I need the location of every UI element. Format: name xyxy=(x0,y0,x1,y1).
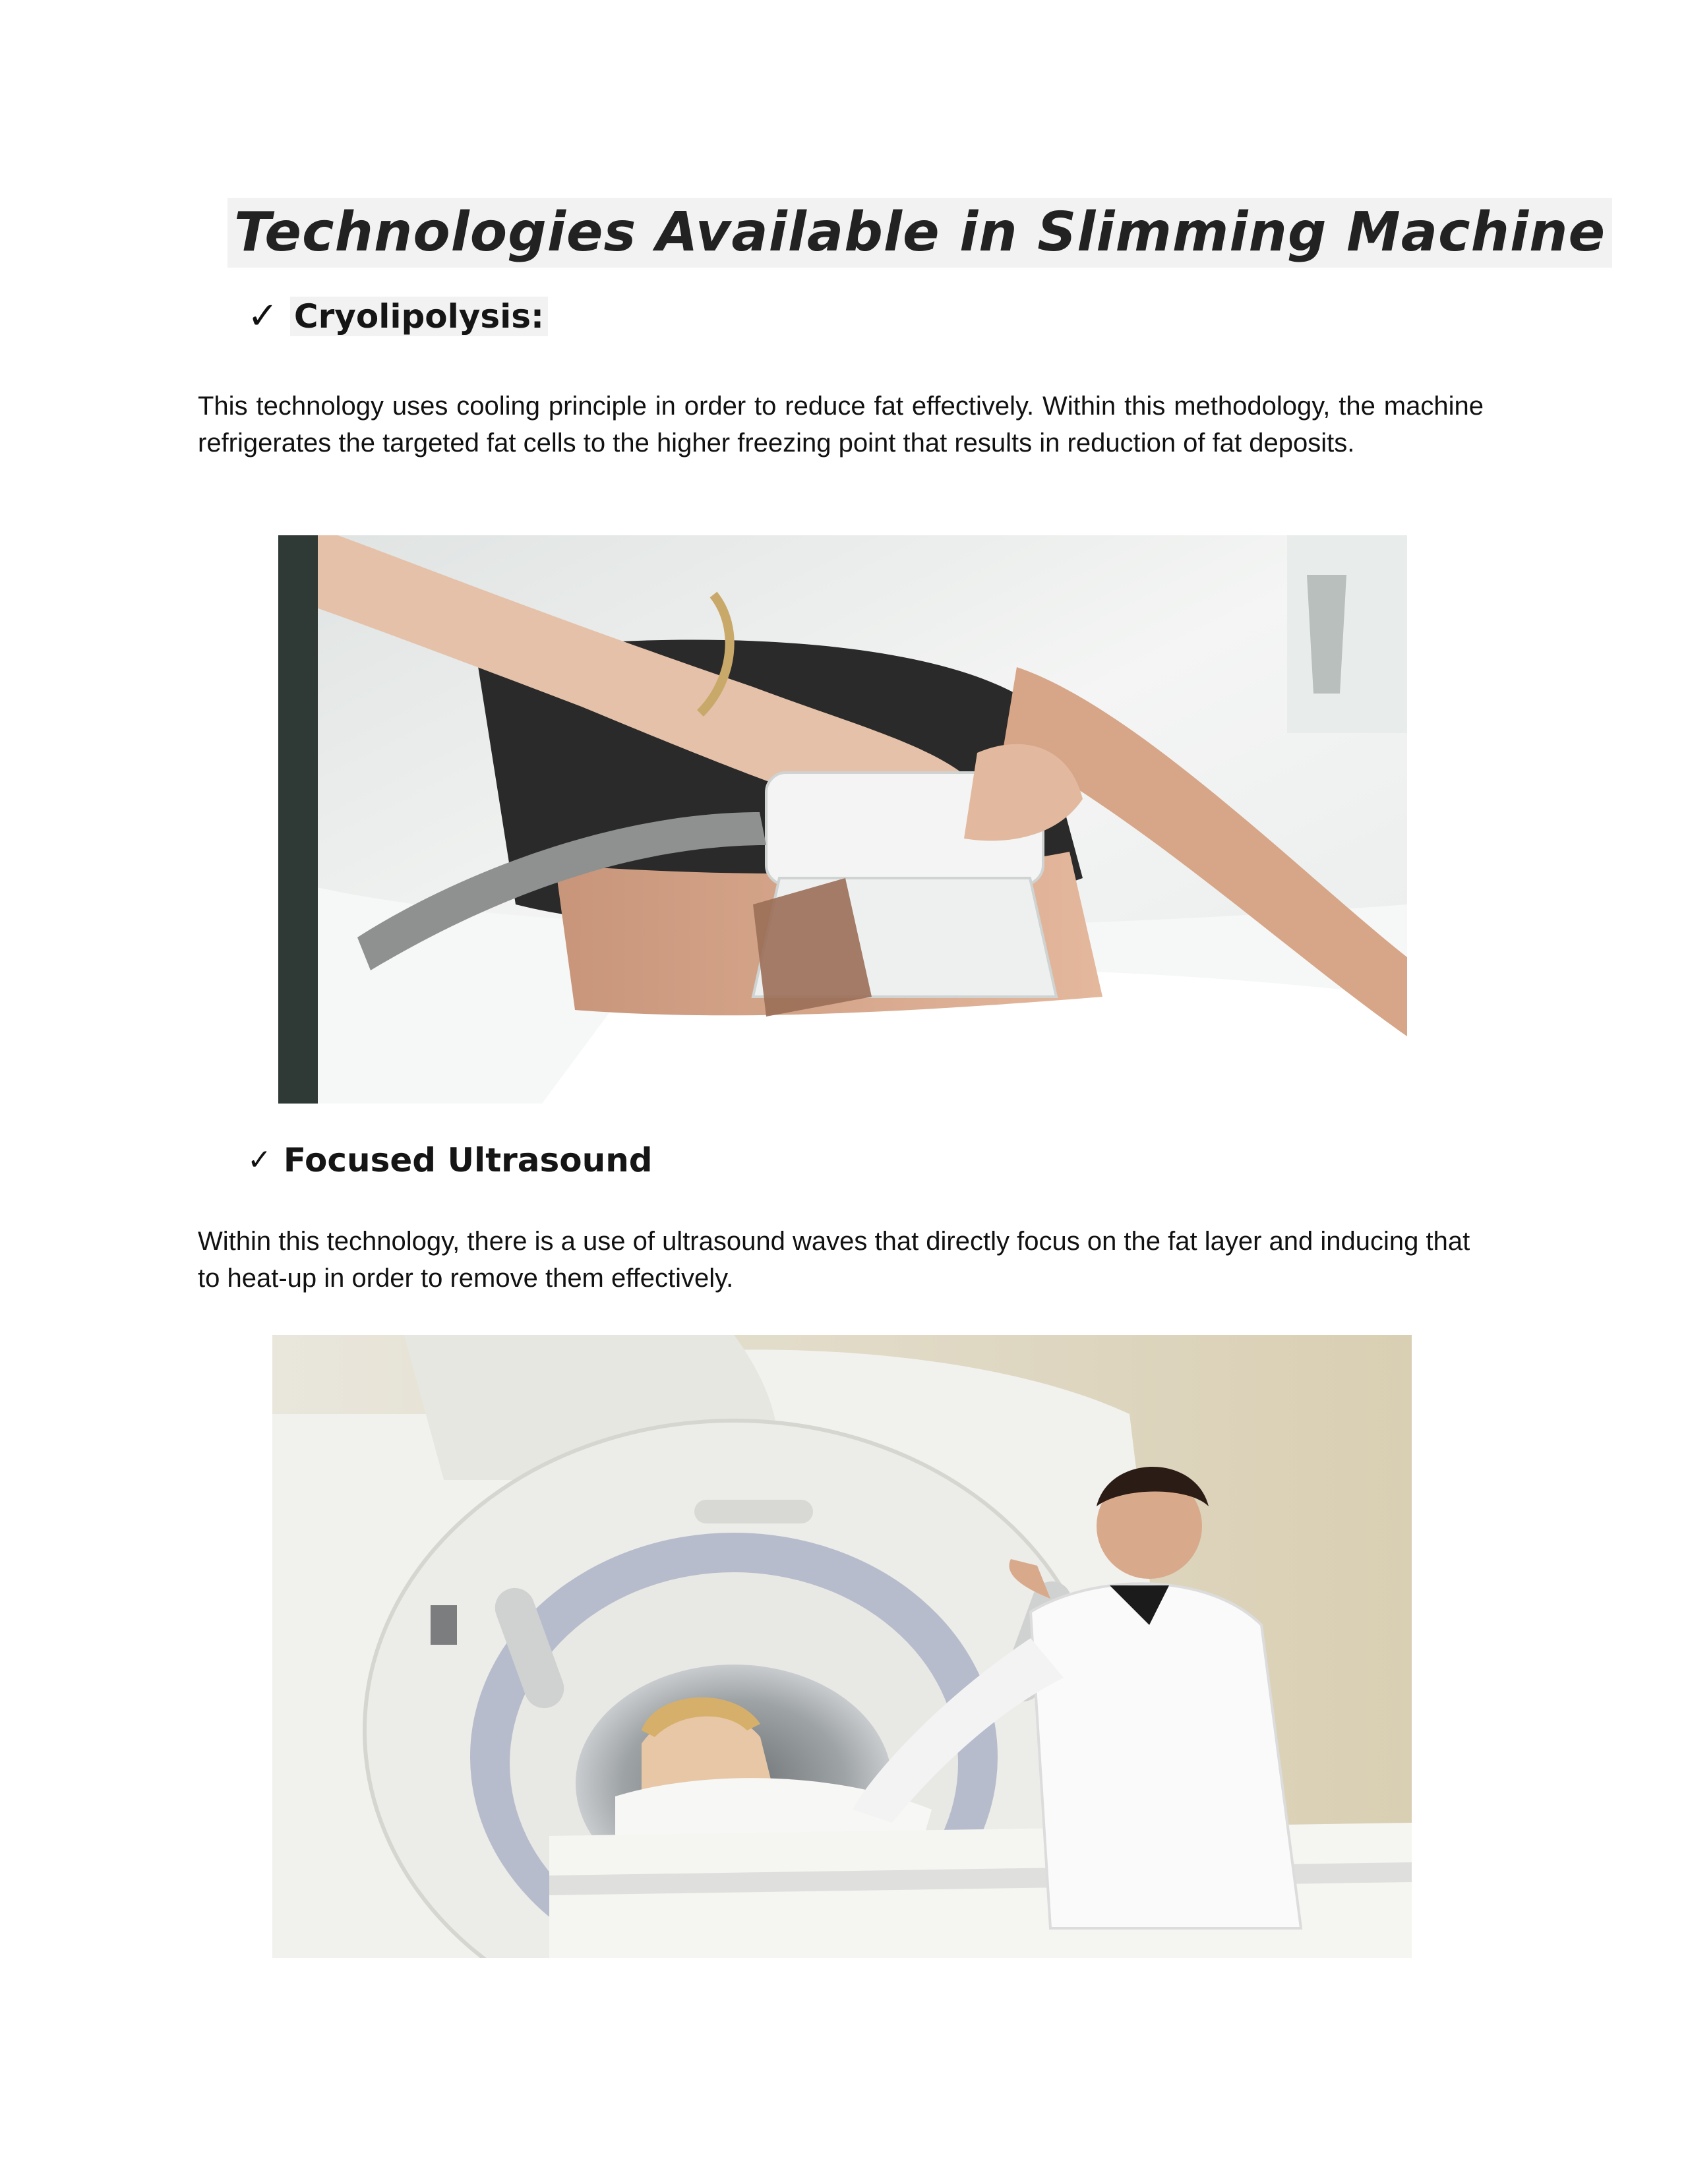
checkmark-icon: ✓ xyxy=(247,1143,272,1177)
section-heading-focused-ultrasound xyxy=(247,1140,653,1180)
mri-photo-illustration xyxy=(272,1335,1412,1958)
section-heading-cryolipolysis xyxy=(247,297,548,336)
section-paragraph-cryolipolysis: This technology uses cooling principle in order to reduce fat effectively. Within this methodology, the machine refrigerates the targeted fat cells to the higher freezing point that results in reduction of fat deposits. xyxy=(198,392,1484,457)
checkmark-icon: ✓ xyxy=(247,295,278,338)
section-heading-label: Cryolipolysis: xyxy=(290,297,548,336)
section-heading-label: Focused Ultrasound xyxy=(283,1141,653,1179)
cryolipolysis-photo-illustration xyxy=(278,535,1407,1104)
section-paragraph-focused-ultrasound: Within this technology, there is a use of ultrasound waves that directly focus on the fat layer and inducing that to heat-up in order to remove them effectively. xyxy=(198,1227,1470,1293)
page-title: Technologies Available in Slimming Machine xyxy=(227,198,1612,268)
mri-scanner-photo xyxy=(272,1335,1412,1958)
cryolipolysis-treatment-photo xyxy=(278,535,1407,1104)
